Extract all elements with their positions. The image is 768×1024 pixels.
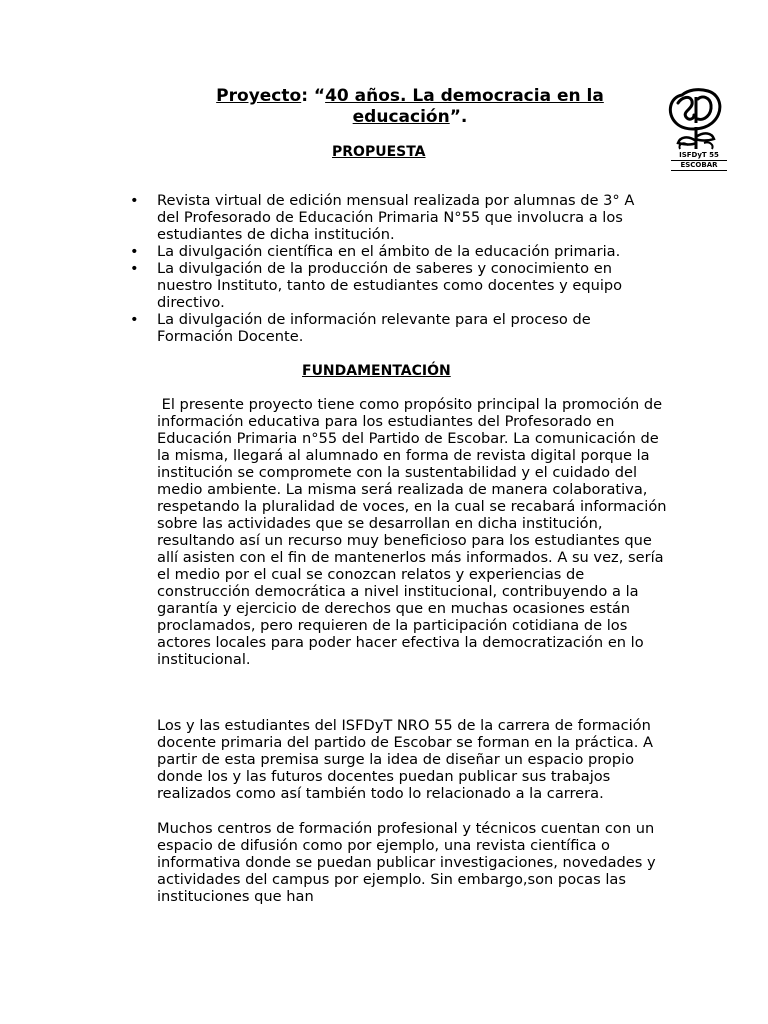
list-item [130, 192, 655, 243]
title-label: Proyecto [216, 86, 302, 106]
list-item-text: La divulgación científica en el ámbito de la educación primaria. [157, 243, 621, 260]
fundamentacion-paragraph-2: Los y las estudiantes del ISFDyT NRO 55 de la carrera de formación docente primaria del partido de Escobar se forman en la práctica. A partir de esta premisa surge la idea de diseñar un espacio propio donde los y las futuros docentes puedan publicar sus trabajos realizados como así también todo lo relacionado a la carrera. [157, 717, 653, 802]
bullet-icon: • [130, 311, 139, 328]
list-item-text: La divulgación de la producción de saberes y conocimiento en nuestro Instituto, tanto de estudiantes como docentes y equipo directivo. [157, 260, 623, 311]
list-item-text: La divulgación de información relevante para el proceso de Formación Docente. [157, 311, 591, 345]
title-name-line2: educación [352, 107, 450, 127]
bullet-icon: • [130, 192, 139, 209]
list-item [130, 260, 655, 311]
fundamentacion-paragraph-3: Muchos centros de formación profesional y técnicos cuentan con un espacio de difusión como por ejemplo, una revista científica o informativa donde se puedan publicar investigaciones, novedades y actividades del campus por ejemplo. Sin embargo,son pocas las instituciones que han [157, 820, 656, 905]
title-colon: : “ [301, 86, 326, 106]
logo-caption [671, 151, 727, 171]
document-title [160, 86, 660, 128]
bullet-icon: • [130, 243, 139, 260]
propuesta-heading: PROPUESTA [332, 144, 426, 160]
bullet-icon: • [130, 260, 139, 277]
logo-rule [671, 170, 727, 171]
title-name-line1: 40 años. La democracia en la [325, 86, 604, 106]
fundamentacion-heading: FUNDAMENTACIÓN [302, 363, 451, 379]
fundamentacion-paragraph-1: El presente proyecto tiene como propósito principal la promoción de información educativa para los estudiantes del Profesorado en Educación Primaria n°55 del Partido de Escobar. La comunicación de la misma, llegará al alumnado en forma de revista digital porque la institución se compromete con la sustentabilidad y el cuidado del medio ambiente. La misma será realizada de manera colaborativa, respetando la pluralidad de voces, en la cual se recabará información sobre las actividades que se desarrollan en dicha institución, resultando así un recurso muy beneficioso para los estudiantes que allí asisten con el fin de mantenerlos más informados. A su vez, sería el medio por el cual se conozcan relatos y experiencias de construcción democrática a nivel institucional, contribuyendo a la garantía y ejercicio de derechos que en muchas ocasiones están proclamados, pero requieren de la participación cotidiana de los actores locales para poder hacer efectiva la democratización en lo institucional. [157, 396, 672, 668]
list-item [130, 243, 655, 260]
list-item [130, 311, 655, 345]
list-item-text: Revista virtual de edición mensual realizada por alumnas de 3° A del Profesorado de Educación Primaria N°55 que involucra a los estudiantes de dicha institución. [157, 192, 635, 243]
logo-caption-line1: ISFDyT 55 [679, 151, 719, 159]
title-closing: ”. [449, 107, 468, 127]
propuesta-list [130, 192, 655, 345]
logo-caption-line2: ESCOBAR [680, 161, 718, 169]
